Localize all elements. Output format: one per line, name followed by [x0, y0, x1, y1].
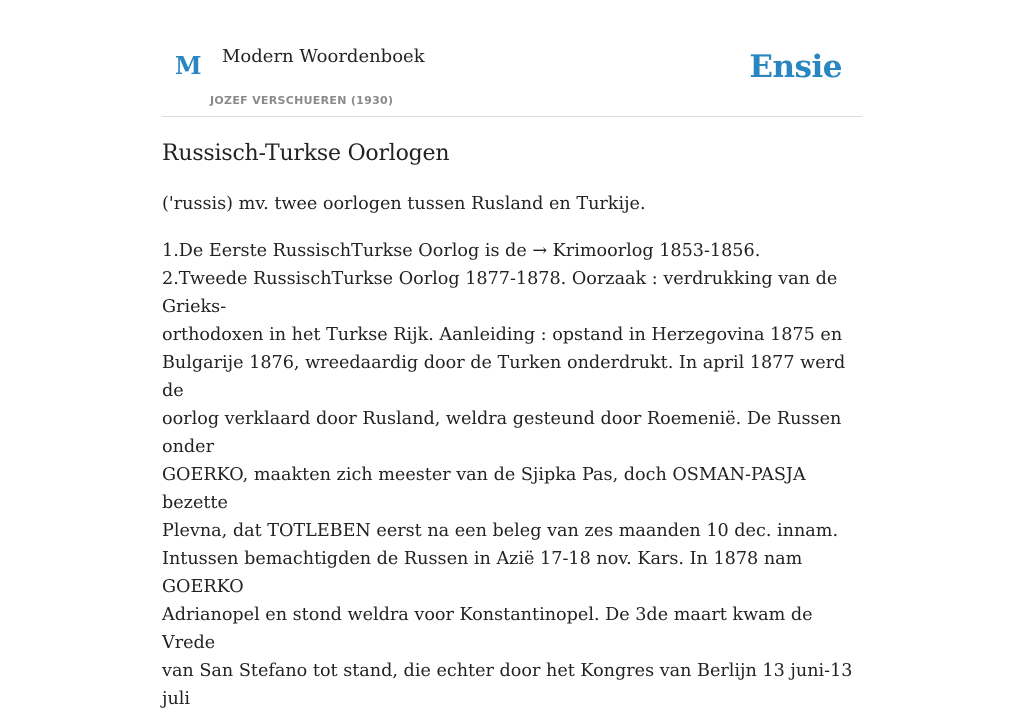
header	[162, 0, 862, 117]
body-line: van San Stefano tot stand, die echter door het Kongres van Berlijn 13 juni-13 juli	[162, 661, 853, 709]
body-line: Bulgarije 1876, wreedaardig door de Turken onderdrukt. In april 1877 werd de	[162, 353, 846, 401]
body-line: Adrianopel en stond weldra voor Konstantinopel. De 3de maart kwam de Vrede	[162, 605, 813, 653]
body-line: 1.De Eerste RussischTurkse Oorlog is de → Krimoorlog 1853-1856.	[162, 241, 761, 261]
body-line: 2.Tweede RussischTurkse Oorlog 1877-1878. Oorzaak : verdrukking van de Grieks-	[162, 269, 838, 317]
body-line: Intussen bemachtigden de Russen in Azië 17-18 nov. Kars. In 1878 nam GOERKO	[162, 549, 803, 597]
body-line: orthodoxen in het Turkse Rijk. Aanleiding : opstand in Herzegovina 1875 en	[162, 325, 843, 345]
dictionary-author: JOZEF VERSCHUEREN (1930)	[210, 94, 394, 107]
entry-pronunciation: ('russis) mv. twee oorlogen tussen Rusland en Turkije.	[162, 194, 646, 214]
dictionary-logo[interactable]: M	[175, 51, 202, 80]
entry-content	[162, 138, 862, 713]
entry-body	[162, 237, 862, 713]
ensie-logo-link[interactable]: Ensie	[749, 49, 842, 85]
entry-title: Russisch-Turkse Oorlogen	[162, 141, 450, 166]
body-line: oorlog verklaard door Rusland, weldra gesteund door Roemenië. De Russen onder	[162, 409, 842, 457]
dictionary-title[interactable]: Modern Woordenboek	[222, 46, 425, 67]
body-line: GOERKO, maakten zich meester van de Sjipka Pas, doch OSMAN-PASJA bezette	[162, 465, 806, 513]
body-line: Plevna, dat TOTLEBEN eerst na een beleg van zes maanden 10 dec. innam.	[162, 521, 839, 541]
